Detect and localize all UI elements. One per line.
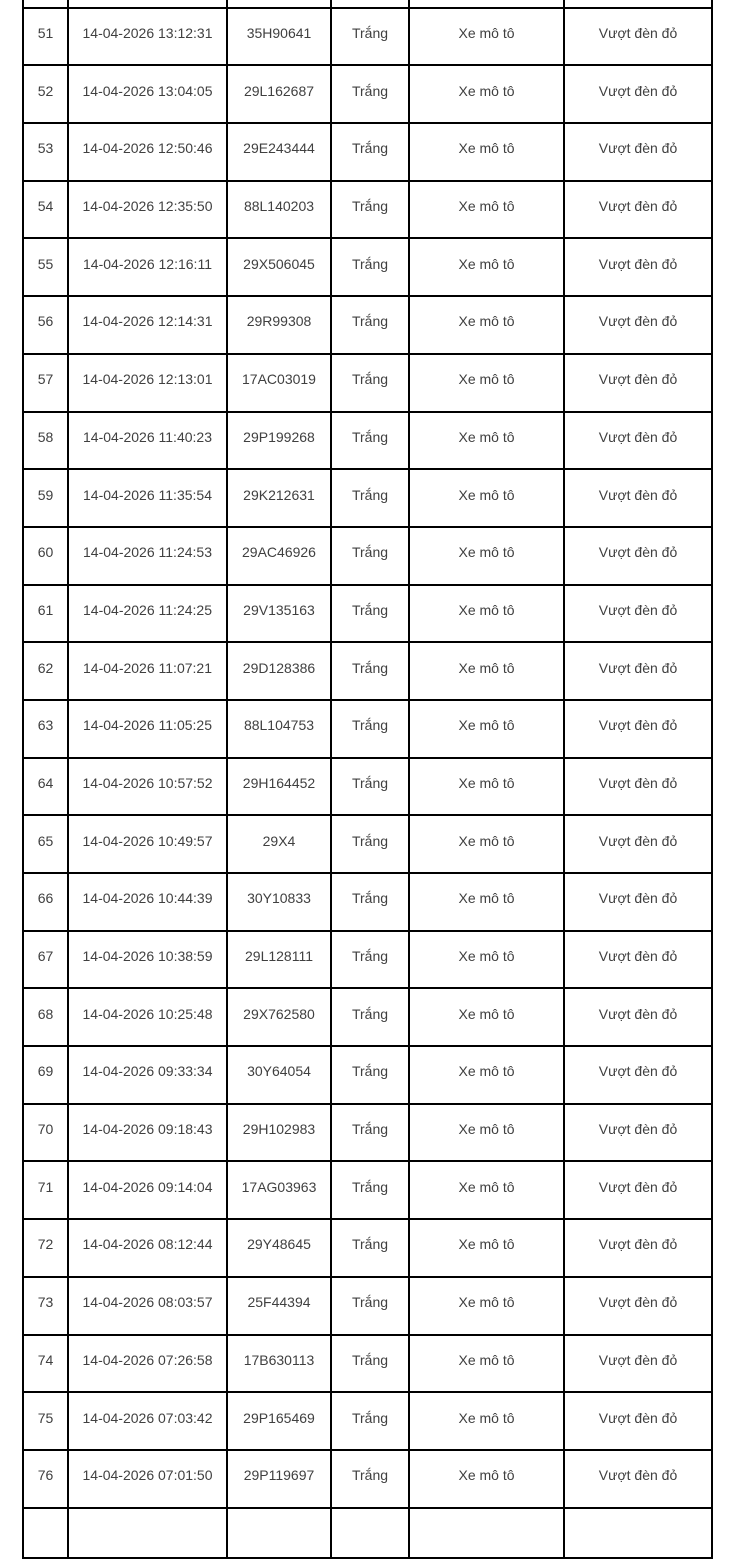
cell-violation: Vượt đèn đỏ [564, 123, 712, 181]
cell-color: Trắng [331, 1161, 409, 1219]
cell-violation: Vượt đèn đỏ [564, 873, 712, 931]
cell-violation: Vượt đèn đỏ [564, 642, 712, 700]
cell-time: 14-04-2026 12:13:01 [68, 354, 227, 412]
cell-empty [564, 0, 712, 8]
cell-stt: 59 [23, 469, 68, 527]
table-row [23, 815, 712, 873]
cell-vehicle: Xe mô tô [409, 469, 564, 527]
cell-color: Trắng [331, 642, 409, 700]
cell-color: Trắng [331, 412, 409, 470]
cell-plate: 35H90641 [227, 8, 331, 66]
cell-violation: Vượt đèn đỏ [564, 1104, 712, 1162]
cell-time: 14-04-2026 07:01:50 [68, 1450, 227, 1508]
cell-stt: 70 [23, 1104, 68, 1162]
table-row [23, 527, 712, 585]
cell-vehicle: Xe mô tô [409, 527, 564, 585]
table-row [23, 1335, 712, 1393]
table-row [23, 642, 712, 700]
cell-time: 14-04-2026 12:35:50 [68, 181, 227, 239]
cell-vehicle: Xe mô tô [409, 700, 564, 758]
table-row [23, 931, 712, 989]
cell-violation: Vượt đèn đỏ [564, 238, 712, 296]
cell-empty [23, 1508, 68, 1559]
cell-plate: 17AG03963 [227, 1161, 331, 1219]
cell-color: Trắng [331, 815, 409, 873]
cell-violation: Vượt đèn đỏ [564, 354, 712, 412]
cell-time: 14-04-2026 12:14:31 [68, 296, 227, 354]
cell-time: 14-04-2026 13:04:05 [68, 65, 227, 123]
table-row [23, 1392, 712, 1450]
cell-violation: Vượt đèn đỏ [564, 1219, 712, 1277]
cell-stt: 53 [23, 123, 68, 181]
cell-stt: 61 [23, 585, 68, 643]
cell-violation: Vượt đèn đỏ [564, 1277, 712, 1335]
cell-time: 14-04-2026 10:25:48 [68, 988, 227, 1046]
cell-plate: 29AC46926 [227, 527, 331, 585]
cell-plate: 29V135163 [227, 585, 331, 643]
cell-stt: 75 [23, 1392, 68, 1450]
cell-time: 14-04-2026 11:24:53 [68, 527, 227, 585]
cell-time: 14-04-2026 11:07:21 [68, 642, 227, 700]
table-row [23, 296, 712, 354]
cell-time: 14-04-2026 12:50:46 [68, 123, 227, 181]
table-row [23, 1104, 712, 1162]
cell-stt: 73 [23, 1277, 68, 1335]
table-row [23, 238, 712, 296]
cell-violation: Vượt đèn đỏ [564, 931, 712, 989]
cell-color: Trắng [331, 1219, 409, 1277]
cell-vehicle: Xe mô tô [409, 873, 564, 931]
cell-stt: 57 [23, 354, 68, 412]
cell-vehicle: Xe mô tô [409, 1335, 564, 1393]
cell-time: 14-04-2026 10:49:57 [68, 815, 227, 873]
cell-empty [331, 1508, 409, 1559]
cell-plate: 88L140203 [227, 181, 331, 239]
cell-stt: 68 [23, 988, 68, 1046]
cell-vehicle: Xe mô tô [409, 931, 564, 989]
cell-vehicle: Xe mô tô [409, 1219, 564, 1277]
table-row [23, 469, 712, 527]
cell-empty [68, 1508, 227, 1559]
cell-color: Trắng [331, 8, 409, 66]
cell-plate: 29R99308 [227, 296, 331, 354]
cell-violation: Vượt đèn đỏ [564, 1046, 712, 1104]
cell-violation: Vượt đèn đỏ [564, 758, 712, 816]
cell-vehicle: Xe mô tô [409, 1392, 564, 1450]
cell-color: Trắng [331, 123, 409, 181]
cell-time: 14-04-2026 08:03:57 [68, 1277, 227, 1335]
table-row [23, 65, 712, 123]
cell-plate: 29X4 [227, 815, 331, 873]
cell-time: 14-04-2026 11:35:54 [68, 469, 227, 527]
cell-plate: 30Y10833 [227, 873, 331, 931]
cell-violation: Vượt đèn đỏ [564, 527, 712, 585]
cell-violation: Vượt đèn đỏ [564, 469, 712, 527]
cell-vehicle: Xe mô tô [409, 354, 564, 412]
cell-color: Trắng [331, 65, 409, 123]
cell-vehicle: Xe mô tô [409, 123, 564, 181]
cell-stt: 63 [23, 700, 68, 758]
table-row [23, 8, 712, 66]
cell-stt: 56 [23, 296, 68, 354]
cell-color: Trắng [331, 585, 409, 643]
cell-color: Trắng [331, 181, 409, 239]
cell-time: 14-04-2026 08:12:44 [68, 1219, 227, 1277]
cell-vehicle: Xe mô tô [409, 296, 564, 354]
cell-plate: 29Y48645 [227, 1219, 331, 1277]
cell-color: Trắng [331, 296, 409, 354]
cell-vehicle: Xe mô tô [409, 1277, 564, 1335]
table-row [23, 873, 712, 931]
cell-time: 14-04-2026 11:40:23 [68, 412, 227, 470]
table-row [23, 988, 712, 1046]
violations-table [22, 0, 713, 1559]
cell-empty [227, 1508, 331, 1559]
cell-vehicle: Xe mô tô [409, 238, 564, 296]
cell-vehicle: Xe mô tô [409, 8, 564, 66]
cell-vehicle: Xe mô tô [409, 65, 564, 123]
table-row [23, 585, 712, 643]
cell-stt: 54 [23, 181, 68, 239]
cell-color: Trắng [331, 1450, 409, 1508]
cell-stt: 55 [23, 238, 68, 296]
cell-empty [564, 1508, 712, 1559]
cell-time: 14-04-2026 07:26:58 [68, 1335, 227, 1393]
cell-stt: 72 [23, 1219, 68, 1277]
cell-stt: 71 [23, 1161, 68, 1219]
cell-plate: 30Y64054 [227, 1046, 331, 1104]
table-row [23, 123, 712, 181]
cell-time: 14-04-2026 09:33:34 [68, 1046, 227, 1104]
cell-stt: 76 [23, 1450, 68, 1508]
cell-vehicle: Xe mô tô [409, 1104, 564, 1162]
cell-stt: 60 [23, 527, 68, 585]
cell-vehicle: Xe mô tô [409, 585, 564, 643]
cell-violation: Vượt đèn đỏ [564, 1450, 712, 1508]
cell-vehicle: Xe mô tô [409, 412, 564, 470]
cell-color: Trắng [331, 700, 409, 758]
cell-empty [409, 1508, 564, 1559]
violations-table-body [23, 0, 712, 1558]
cell-plate: 88L104753 [227, 700, 331, 758]
cell-plate: 29L162687 [227, 65, 331, 123]
cell-plate: 29X762580 [227, 988, 331, 1046]
table-row [23, 1450, 712, 1508]
cell-time: 14-04-2026 10:44:39 [68, 873, 227, 931]
table-row-partial-bottom [23, 1508, 712, 1559]
cell-violation: Vượt đèn đỏ [564, 585, 712, 643]
cell-vehicle: Xe mô tô [409, 815, 564, 873]
cell-violation: Vượt đèn đỏ [564, 296, 712, 354]
table-row [23, 354, 712, 412]
cell-color: Trắng [331, 1277, 409, 1335]
cell-time: 14-04-2026 10:38:59 [68, 931, 227, 989]
table-row [23, 1046, 712, 1104]
cell-time: 14-04-2026 10:57:52 [68, 758, 227, 816]
cell-plate: 29D128386 [227, 642, 331, 700]
cell-time: 14-04-2026 11:24:25 [68, 585, 227, 643]
cell-violation: Vượt đèn đỏ [564, 65, 712, 123]
cell-violation: Vượt đèn đỏ [564, 412, 712, 470]
cell-plate: 25F44394 [227, 1277, 331, 1335]
cell-plate: 29E243444 [227, 123, 331, 181]
cell-color: Trắng [331, 931, 409, 989]
cell-vehicle: Xe mô tô [409, 642, 564, 700]
cell-stt: 67 [23, 931, 68, 989]
cell-stt: 66 [23, 873, 68, 931]
cell-plate: 17AC03019 [227, 354, 331, 412]
cell-color: Trắng [331, 527, 409, 585]
cell-stt: 69 [23, 1046, 68, 1104]
cell-empty [68, 0, 227, 8]
cell-plate: 29H164452 [227, 758, 331, 816]
table-viewport [22, 0, 713, 1559]
cell-color: Trắng [331, 758, 409, 816]
table-row [23, 1161, 712, 1219]
cell-vehicle: Xe mô tô [409, 758, 564, 816]
table-row [23, 412, 712, 470]
cell-empty [409, 0, 564, 8]
cell-violation: Vượt đèn đỏ [564, 1392, 712, 1450]
cell-violation: Vượt đèn đỏ [564, 700, 712, 758]
cell-time: 14-04-2026 07:03:42 [68, 1392, 227, 1450]
cell-plate: 29L128111 [227, 931, 331, 989]
cell-violation: Vượt đèn đỏ [564, 1335, 712, 1393]
cell-stt: 64 [23, 758, 68, 816]
table-row [23, 700, 712, 758]
cell-plate: 29K212631 [227, 469, 331, 527]
cell-violation: Vượt đèn đỏ [564, 988, 712, 1046]
cell-stt: 65 [23, 815, 68, 873]
cell-empty [227, 0, 331, 8]
cell-color: Trắng [331, 988, 409, 1046]
cell-stt: 52 [23, 65, 68, 123]
cell-stt: 74 [23, 1335, 68, 1393]
cell-stt: 51 [23, 8, 68, 66]
cell-plate: 17B630113 [227, 1335, 331, 1393]
cell-color: Trắng [331, 354, 409, 412]
cell-plate: 29P165469 [227, 1392, 331, 1450]
table-row [23, 181, 712, 239]
table-row [23, 1277, 712, 1335]
cell-plate: 29P199268 [227, 412, 331, 470]
cell-stt: 58 [23, 412, 68, 470]
table-row [23, 1219, 712, 1277]
cell-color: Trắng [331, 1335, 409, 1393]
cell-color: Trắng [331, 1392, 409, 1450]
cell-vehicle: Xe mô tô [409, 1450, 564, 1508]
cell-color: Trắng [331, 873, 409, 931]
cell-vehicle: Xe mô tô [409, 1161, 564, 1219]
cell-color: Trắng [331, 1046, 409, 1104]
cell-stt: 62 [23, 642, 68, 700]
cell-violation: Vượt đèn đỏ [564, 181, 712, 239]
cell-plate: 29H102983 [227, 1104, 331, 1162]
cell-time: 14-04-2026 12:16:11 [68, 238, 227, 296]
cell-time: 14-04-2026 11:05:25 [68, 700, 227, 758]
cell-empty [331, 0, 409, 8]
cell-color: Trắng [331, 469, 409, 527]
cell-violation: Vượt đèn đỏ [564, 815, 712, 873]
cell-time: 14-04-2026 09:14:04 [68, 1161, 227, 1219]
cell-empty [23, 0, 68, 8]
cell-color: Trắng [331, 238, 409, 296]
cell-time: 14-04-2026 09:18:43 [68, 1104, 227, 1162]
cell-violation: Vượt đèn đỏ [564, 8, 712, 66]
table-row-partial-top [23, 0, 712, 8]
cell-plate: 29P119697 [227, 1450, 331, 1508]
table-row [23, 758, 712, 816]
cell-vehicle: Xe mô tô [409, 1046, 564, 1104]
cell-color: Trắng [331, 1104, 409, 1162]
cell-vehicle: Xe mô tô [409, 181, 564, 239]
cell-time: 14-04-2026 13:12:31 [68, 8, 227, 66]
cell-violation: Vượt đèn đỏ [564, 1161, 712, 1219]
cell-vehicle: Xe mô tô [409, 988, 564, 1046]
cell-plate: 29X506045 [227, 238, 331, 296]
